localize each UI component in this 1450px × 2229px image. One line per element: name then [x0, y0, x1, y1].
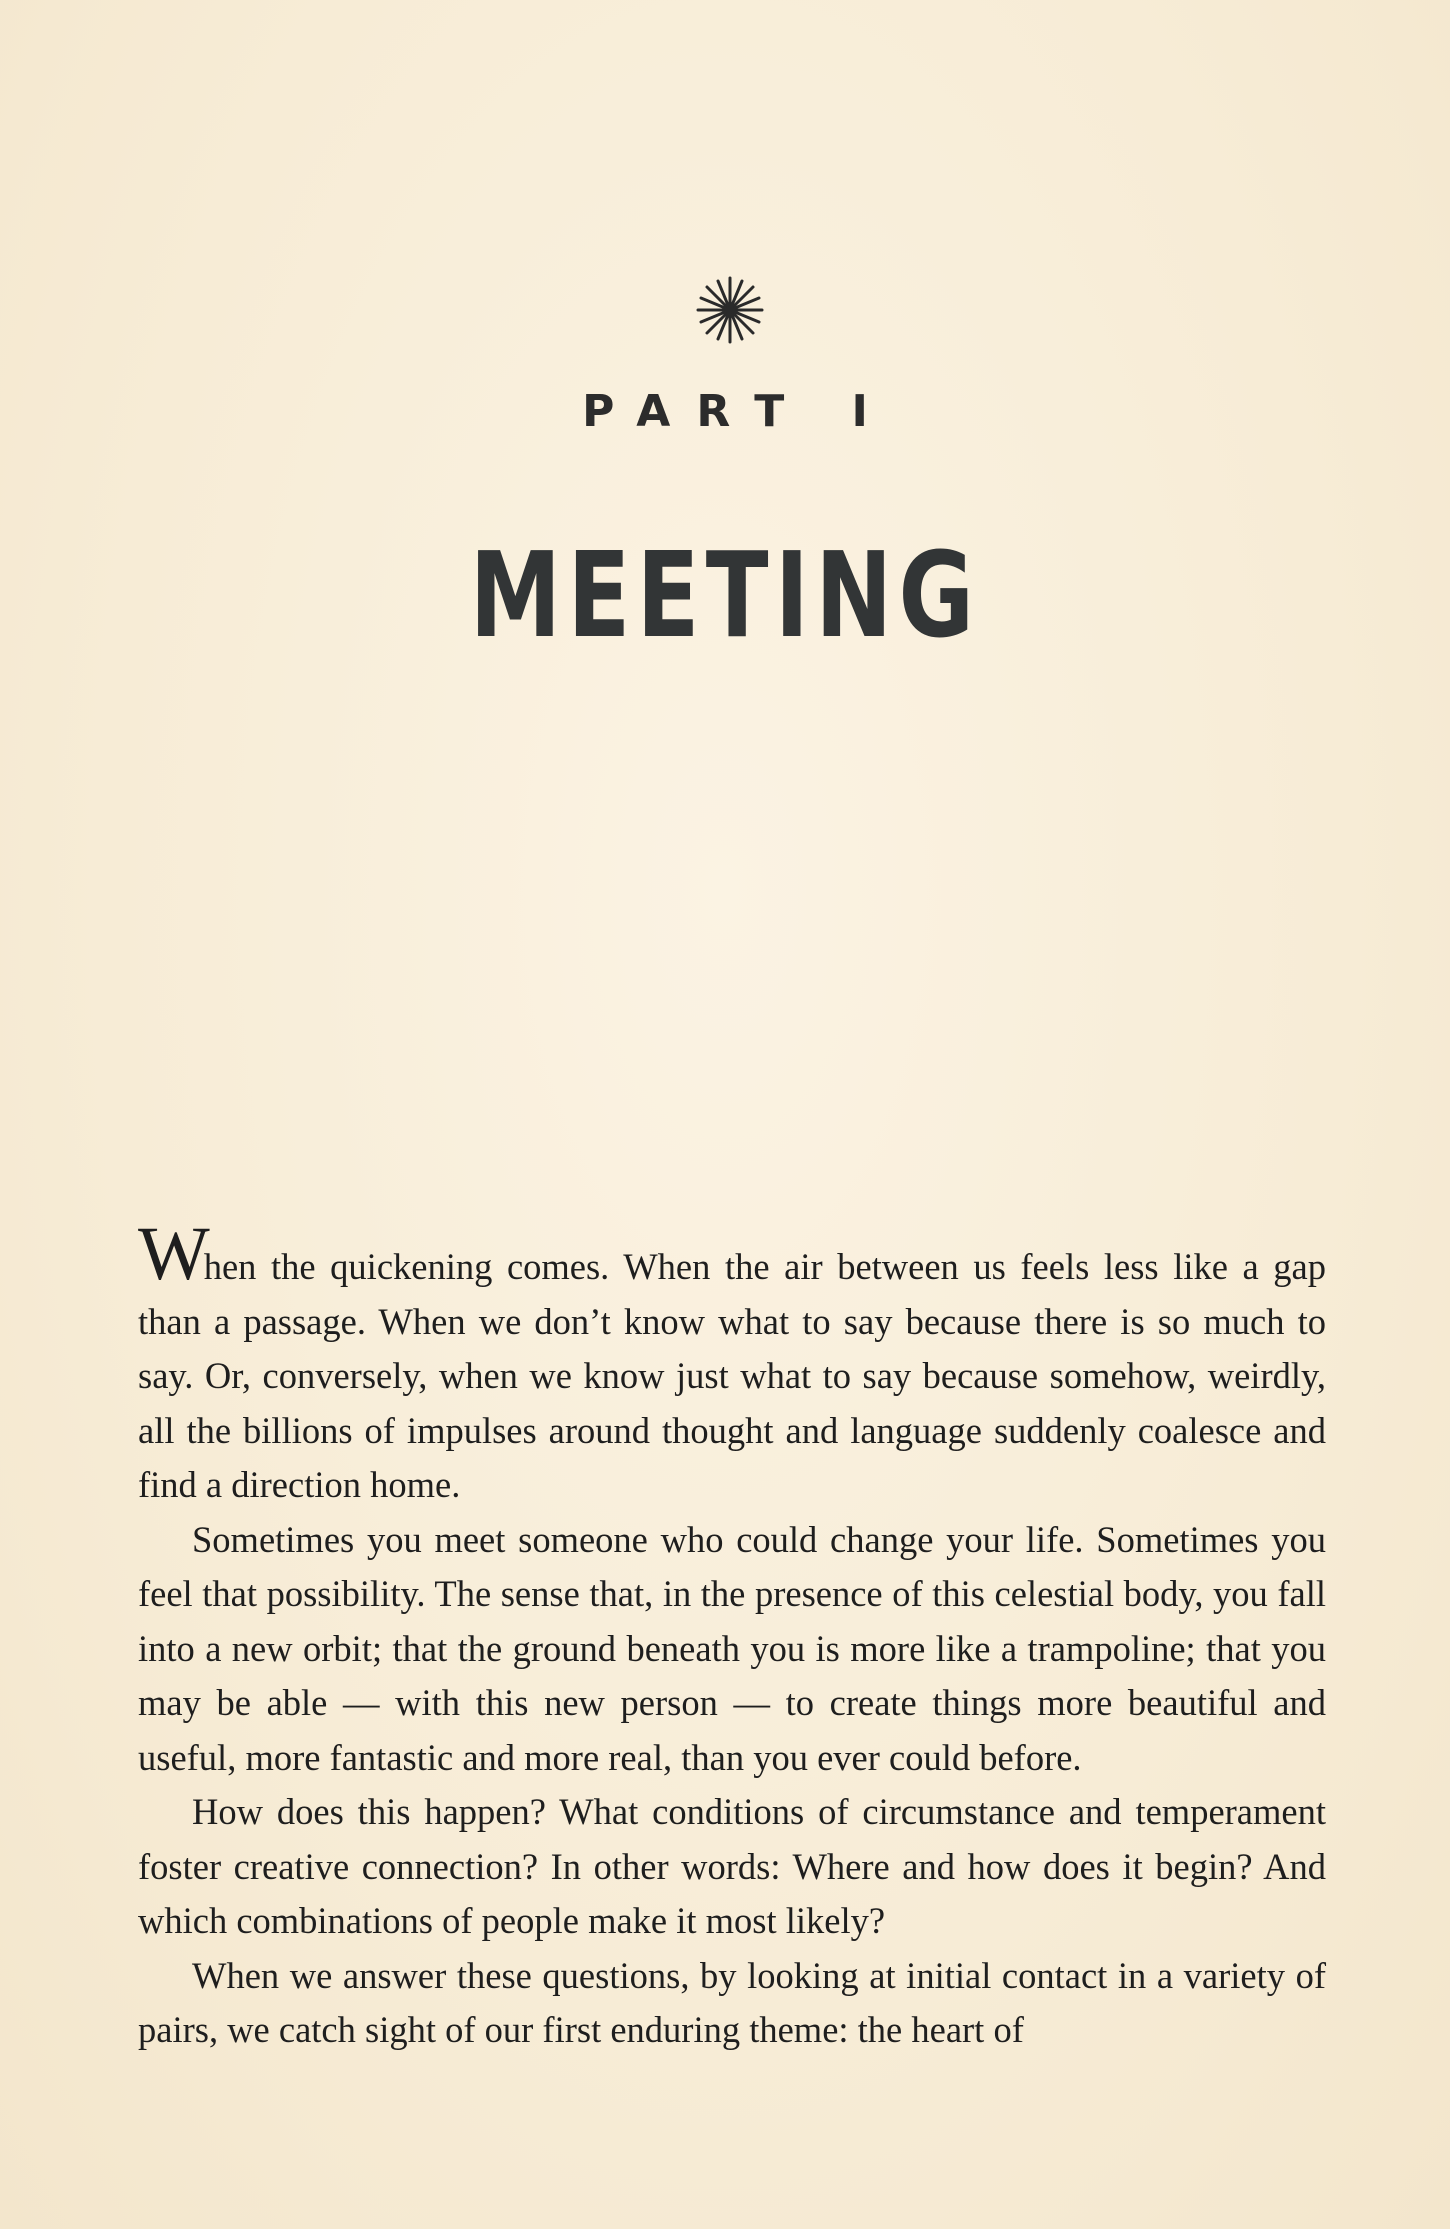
paragraph: Sometimes you meet someone who could change your life. Sometimes you feel that possibility. The sense that, in the presence of this celestial body, you fall into a new orbit; that the ground beneath you is more like a trampoline; that you may be able — with this new person — to create things more beautiful and useful, more fantastic and more real, than you ever could before.: [138, 1518, 1326, 1778]
paragraph: When we answer these questions, by looking at initial contact in a variety of pairs, we catch sight of our first enduring theme: the heart of: [138, 1954, 1326, 2050]
drop-cap: W: [138, 1212, 204, 1296]
part-number: PART I: [582, 386, 894, 437]
paragraph: How does this happen? What conditions of circumstance and temperament foster creative connection? In other words: Where and how does it begin? And which combinations of people make it most likely?: [138, 1791, 1326, 1941]
asterisk-star-icon: [694, 274, 766, 346]
part-title: MEETING: [469, 526, 981, 664]
body-text: [138, 1212, 1326, 2058]
paragraph: [138, 1212, 1326, 1513]
paragraph-text: hen the quickening comes. When the air between us feels less like a gap than a passage. When we don’t know what to say because there is so much to say. Or, conversely, when we know just what to say because somehow, weirdly, all the billions of impulses around thought and language suddenly coalesce and find a direction home.: [138, 1246, 1326, 1505]
